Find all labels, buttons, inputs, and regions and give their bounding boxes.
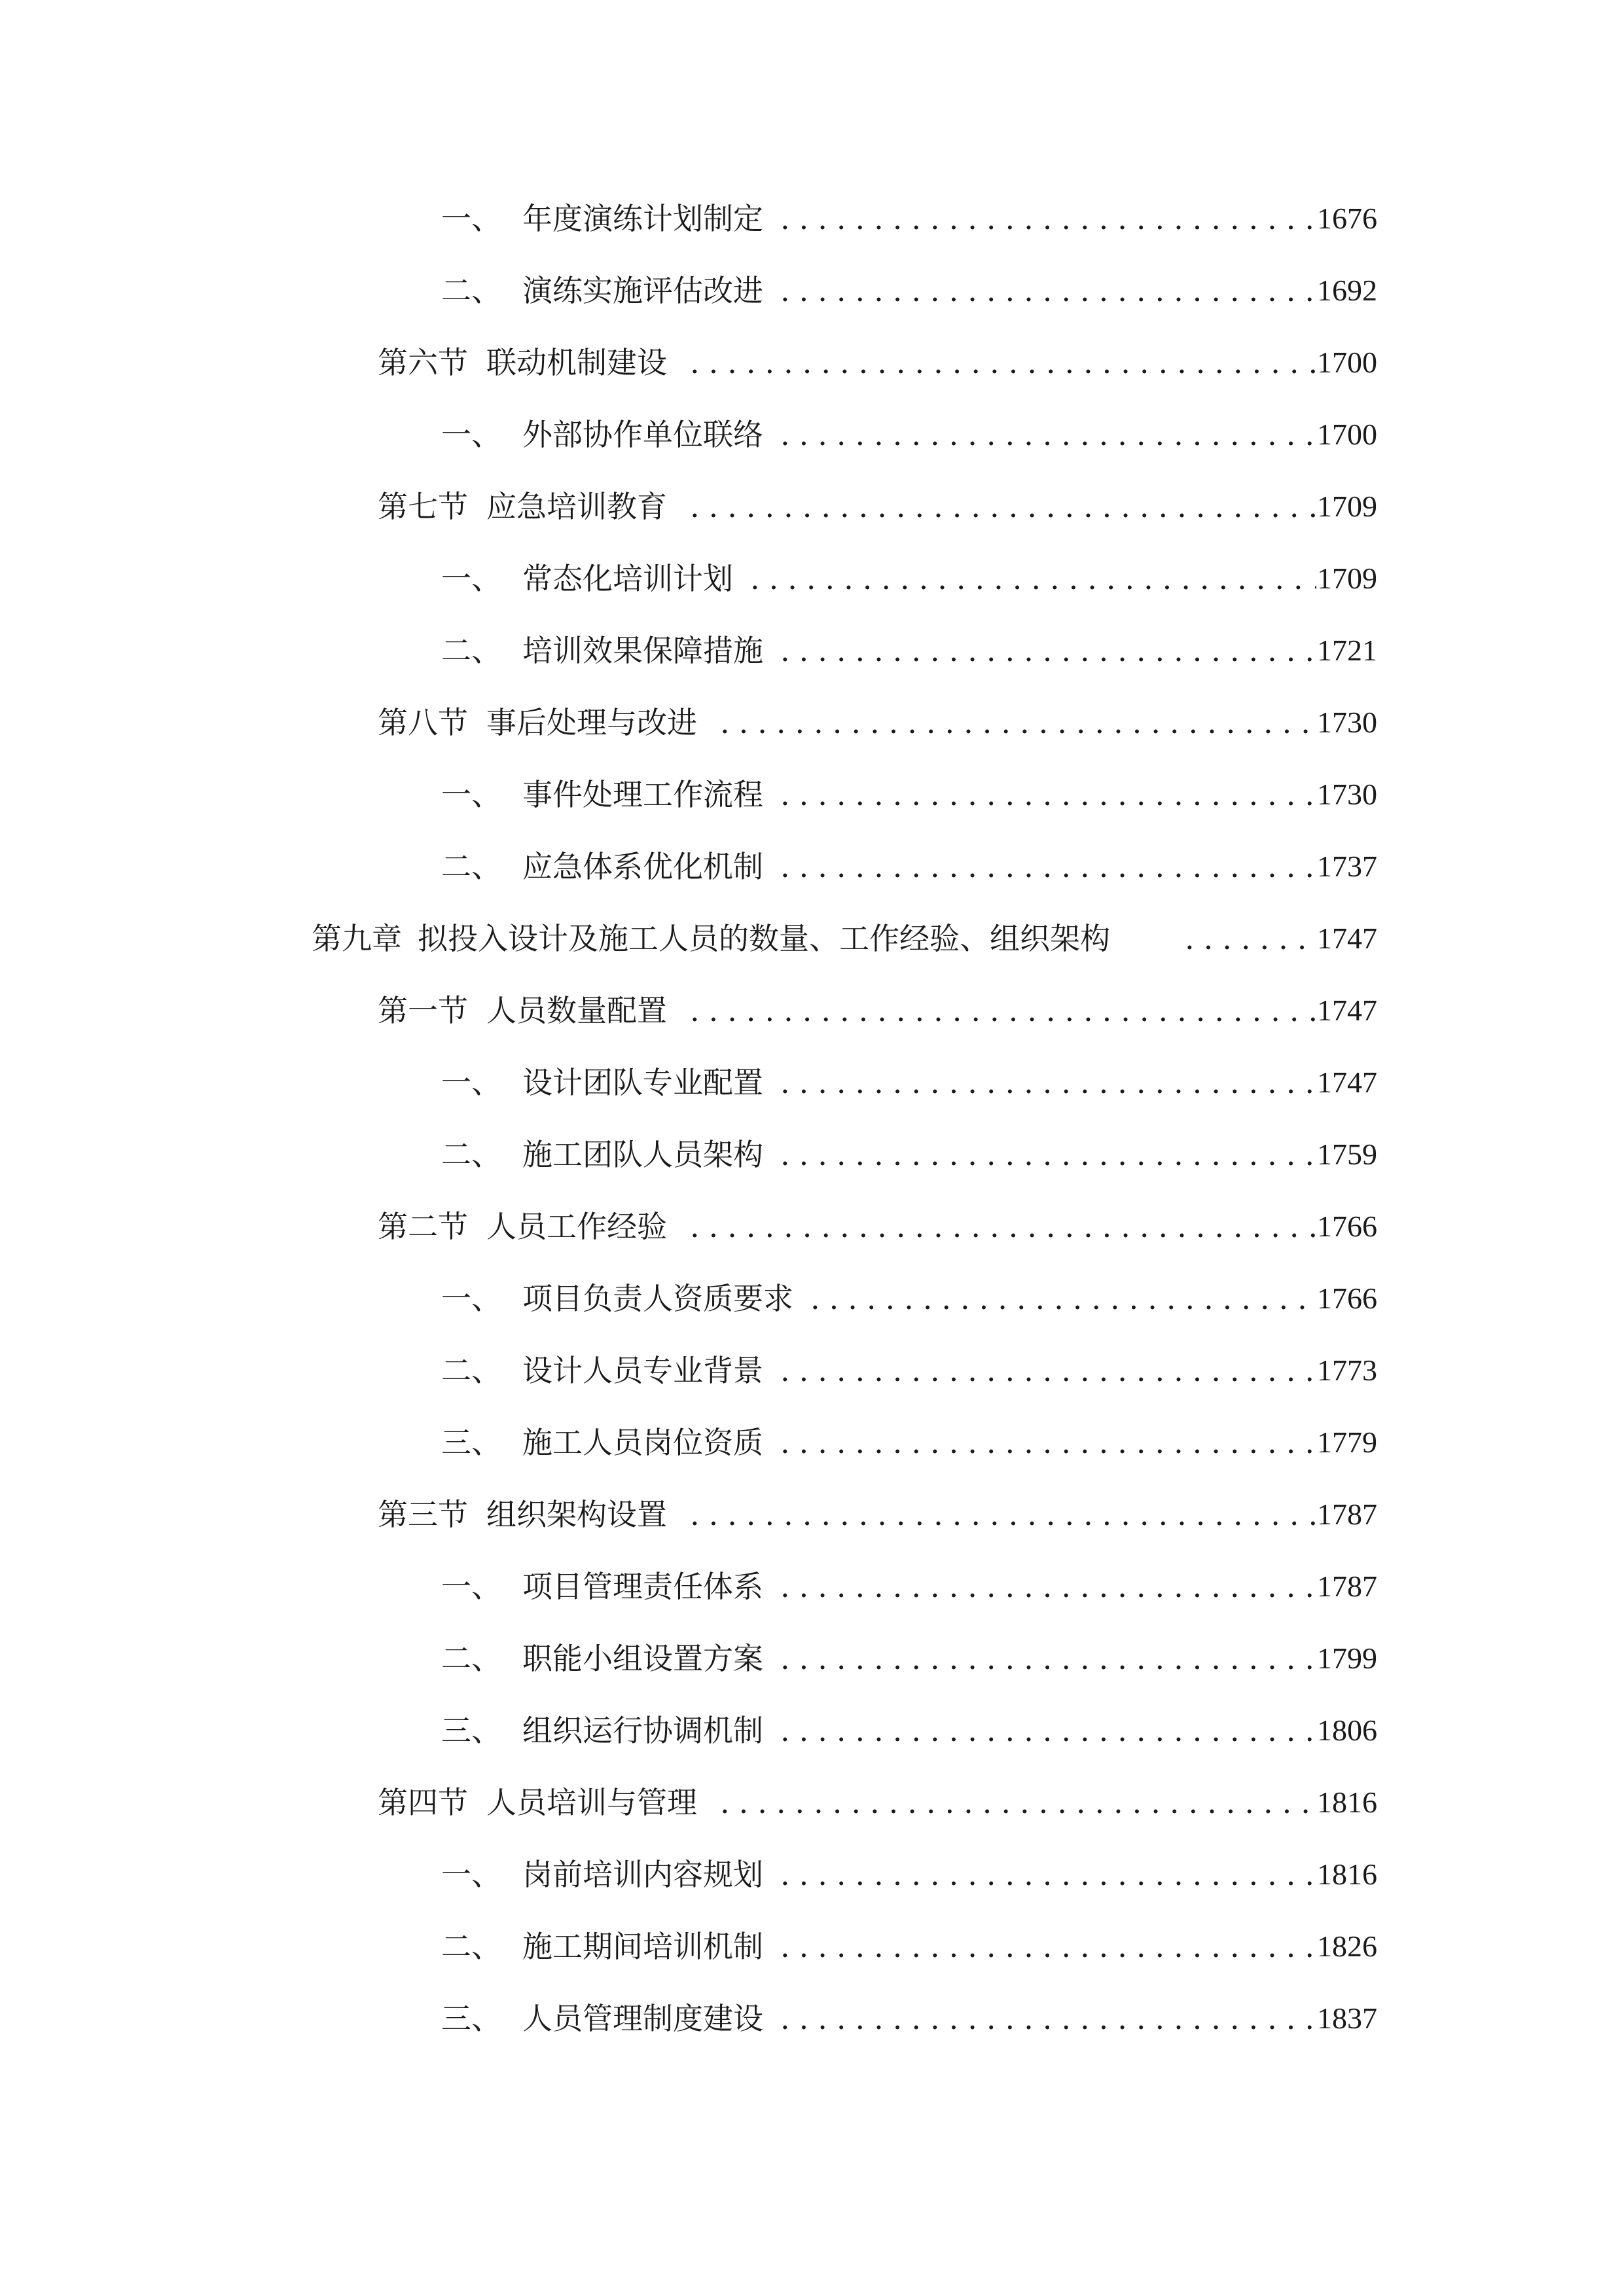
- dot-leader: [780, 264, 1316, 317]
- toc-entry-title: 联动机制建设: [486, 345, 667, 380]
- toc-entry-number: 三、: [441, 1425, 501, 1460]
- toc-entry[interactable]: [0, 1920, 1624, 1973]
- toc-entry-number: 第二节: [378, 1209, 468, 1244]
- toc-entry-title: 人员培训与管理: [486, 1785, 697, 1820]
- toc-entry-title: 外部协作单位联络: [522, 417, 763, 452]
- toc-entry-number: 第六节: [378, 345, 468, 380]
- toc-entry[interactable]: [0, 1272, 1624, 1325]
- toc-entry-title: 人员数量配置: [486, 993, 667, 1028]
- dot-leader: [810, 1272, 1316, 1325]
- toc-entry-number: 三、: [441, 2001, 501, 2036]
- toc-entry[interactable]: [0, 1056, 1624, 1109]
- toc-entry-page: 1799: [1317, 1641, 1377, 1675]
- toc-entry-page: 1747: [1317, 922, 1377, 955]
- toc-entry-title: 事后处理与改进: [486, 705, 697, 740]
- toc-entry-title: 应急体系优化机制: [522, 849, 763, 884]
- toc-entry-title: 职能小组设置方案: [522, 1641, 763, 1676]
- toc-entry-number: 一、: [441, 777, 501, 812]
- dot-leader: [690, 480, 1316, 533]
- dot-leader: [780, 1416, 1316, 1469]
- dot-leader: [780, 192, 1316, 245]
- toc-entry-title: 应急培训教育: [486, 489, 667, 524]
- toc-entry-page: 1692: [1317, 274, 1377, 307]
- toc-entry-number: 第七节: [378, 489, 468, 524]
- dot-leader: [780, 624, 1316, 677]
- dot-leader: [780, 1560, 1316, 1613]
- toc-entry[interactable]: [0, 1488, 1624, 1541]
- toc-entry-title: 设计人员专业背景: [522, 1353, 763, 1388]
- dot-leader: [780, 1128, 1316, 1181]
- toc-entry-number: 一、: [441, 201, 501, 236]
- toc-entry[interactable]: [0, 408, 1624, 461]
- toc-entry-page: 1730: [1317, 706, 1377, 739]
- dot-leader: [690, 1488, 1316, 1541]
- toc-entry-number: 一、: [441, 1281, 501, 1316]
- dot-leader: [690, 1200, 1316, 1253]
- toc-entry-number: 一、: [441, 561, 501, 596]
- toc-entry-page: 1816: [1317, 1785, 1377, 1819]
- toc-entry-page: 1787: [1317, 1498, 1377, 1531]
- toc-entry-page: 1787: [1317, 1570, 1377, 1603]
- toc-entry-chapter[interactable]: [0, 912, 1624, 965]
- toc-entry-title: 项目管理责任体系: [522, 1569, 763, 1604]
- toc-entry-number: 一、: [441, 417, 501, 452]
- dot-leader: [690, 336, 1316, 389]
- dot-leader: [780, 840, 1316, 893]
- toc-entry-page: 1759: [1317, 1138, 1377, 1171]
- toc-entry-page: 1676: [1317, 202, 1377, 235]
- toc-entry-number: 二、: [441, 633, 501, 668]
- toc-entry-title: 施工期间培训机制: [522, 1929, 763, 1964]
- toc-entry-title: 培训效果保障措施: [522, 633, 763, 668]
- toc-entry-title: 项目负责人资质要求: [522, 1281, 793, 1316]
- toc-entry-title: 施工团队人员架构: [522, 1137, 763, 1172]
- toc-entry-page: 1779: [1317, 1426, 1377, 1459]
- dot-leader: [780, 1920, 1316, 1973]
- toc-entry-number: 二、: [441, 1641, 501, 1676]
- toc-entry-number: 二、: [441, 1137, 501, 1172]
- toc-entry[interactable]: [0, 264, 1624, 317]
- toc-entry[interactable]: [0, 1848, 1624, 1901]
- toc-entry-number: 二、: [441, 1929, 501, 1964]
- toc-entry-title: 演练实施评估改进: [522, 273, 763, 308]
- toc-entry-page: 1721: [1317, 634, 1377, 667]
- toc-entry-page: 1709: [1317, 562, 1377, 595]
- toc-entry-title: 人员管理制度建设: [522, 2001, 763, 2036]
- toc-entry-page: 1737: [1317, 850, 1377, 883]
- toc-entry-page: 1709: [1317, 490, 1377, 523]
- toc-entry[interactable]: [0, 552, 1624, 605]
- toc-entry-page: 1700: [1317, 418, 1377, 451]
- toc-entry[interactable]: [0, 1344, 1624, 1397]
- toc-entry-number: 一、: [441, 1065, 501, 1100]
- dot-leader: [780, 768, 1316, 821]
- toc-entry[interactable]: [0, 1704, 1624, 1757]
- toc-entry-number: 一、: [441, 1569, 501, 1604]
- toc-entry-title: 设计团队专业配置: [522, 1065, 763, 1100]
- toc-entry-page: 1826: [1317, 1929, 1377, 1963]
- dot-leader: [780, 1632, 1316, 1685]
- toc-entry-page: 1773: [1317, 1354, 1377, 1387]
- toc-entry-title: 常态化培训计划: [522, 561, 733, 596]
- toc-entry[interactable]: [0, 1416, 1624, 1469]
- toc-entry-page: 1747: [1317, 1066, 1377, 1099]
- toc-entry[interactable]: [0, 480, 1624, 533]
- toc-entry[interactable]: [0, 624, 1624, 677]
- dot-leader: [720, 1776, 1316, 1829]
- dot-leader: [780, 1056, 1316, 1109]
- toc-entry-page: 1816: [1317, 1857, 1377, 1891]
- toc-entry-title: 施工人员岗位资质: [522, 1425, 763, 1460]
- dot-leader: [780, 1992, 1316, 2045]
- toc-entry[interactable]: [0, 1776, 1624, 1829]
- dot-leader: [780, 1848, 1316, 1901]
- toc-entry-title: 岗前培训内容规划: [522, 1857, 763, 1892]
- toc-entry[interactable]: [0, 984, 1624, 1037]
- toc-entry-title: 组织架构设置: [486, 1497, 667, 1532]
- toc-entry-number: 二、: [441, 1353, 501, 1388]
- toc-entry-page: 1700: [1317, 346, 1377, 379]
- dot-leader: [780, 1704, 1316, 1757]
- toc-entry[interactable]: [0, 768, 1624, 821]
- toc-entry-page: 1766: [1317, 1282, 1377, 1315]
- toc-entry-number: 二、: [441, 849, 501, 884]
- toc-entry[interactable]: [0, 1992, 1624, 2045]
- toc-entry-number: 二、: [441, 273, 501, 308]
- toc-entry-page: 1766: [1317, 1210, 1377, 1243]
- toc-entry-number: 一、: [441, 1857, 501, 1892]
- dot-leader: [1185, 912, 1316, 965]
- toc-entry-title: 组织运行协调机制: [522, 1713, 763, 1748]
- toc-entry-number: 第八节: [378, 705, 468, 740]
- toc-entry[interactable]: [0, 1560, 1624, 1613]
- toc-entry-title: 人员工作经验: [486, 1209, 667, 1244]
- toc-entry[interactable]: [0, 1128, 1624, 1181]
- toc-entry[interactable]: [0, 1200, 1624, 1253]
- toc-entry-number: 第四节: [378, 1785, 468, 1820]
- dot-leader: [780, 1344, 1316, 1397]
- toc-entry-number: 第一节: [378, 993, 468, 1028]
- dot-leader: [720, 696, 1316, 749]
- toc-entry-page: 1837: [1317, 2001, 1377, 2035]
- toc-entry-number: 三、: [441, 1713, 501, 1748]
- toc-entry[interactable]: [0, 696, 1624, 749]
- toc-entry-number: 第三节: [378, 1497, 468, 1532]
- dot-leader: [750, 552, 1316, 605]
- toc-entry-page: 1730: [1317, 778, 1377, 811]
- toc-entry-title: 拟投入设计及施工人员的数量、工作经验、组织架构: [418, 921, 1110, 956]
- toc-entry-title: 事件处理工作流程: [522, 777, 763, 812]
- dot-leader: [780, 408, 1316, 461]
- toc-entry-number: 第九章: [312, 921, 402, 956]
- toc-entry[interactable]: [0, 192, 1624, 245]
- toc-entry[interactable]: [0, 840, 1624, 893]
- toc-entry[interactable]: [0, 1632, 1624, 1685]
- dot-leader: [690, 984, 1316, 1037]
- toc-entry-page: 1806: [1317, 1713, 1377, 1747]
- toc-entry-title: 年度演练计划制定: [522, 201, 763, 236]
- toc-entry-page: 1747: [1317, 994, 1377, 1027]
- toc-entry[interactable]: [0, 336, 1624, 389]
